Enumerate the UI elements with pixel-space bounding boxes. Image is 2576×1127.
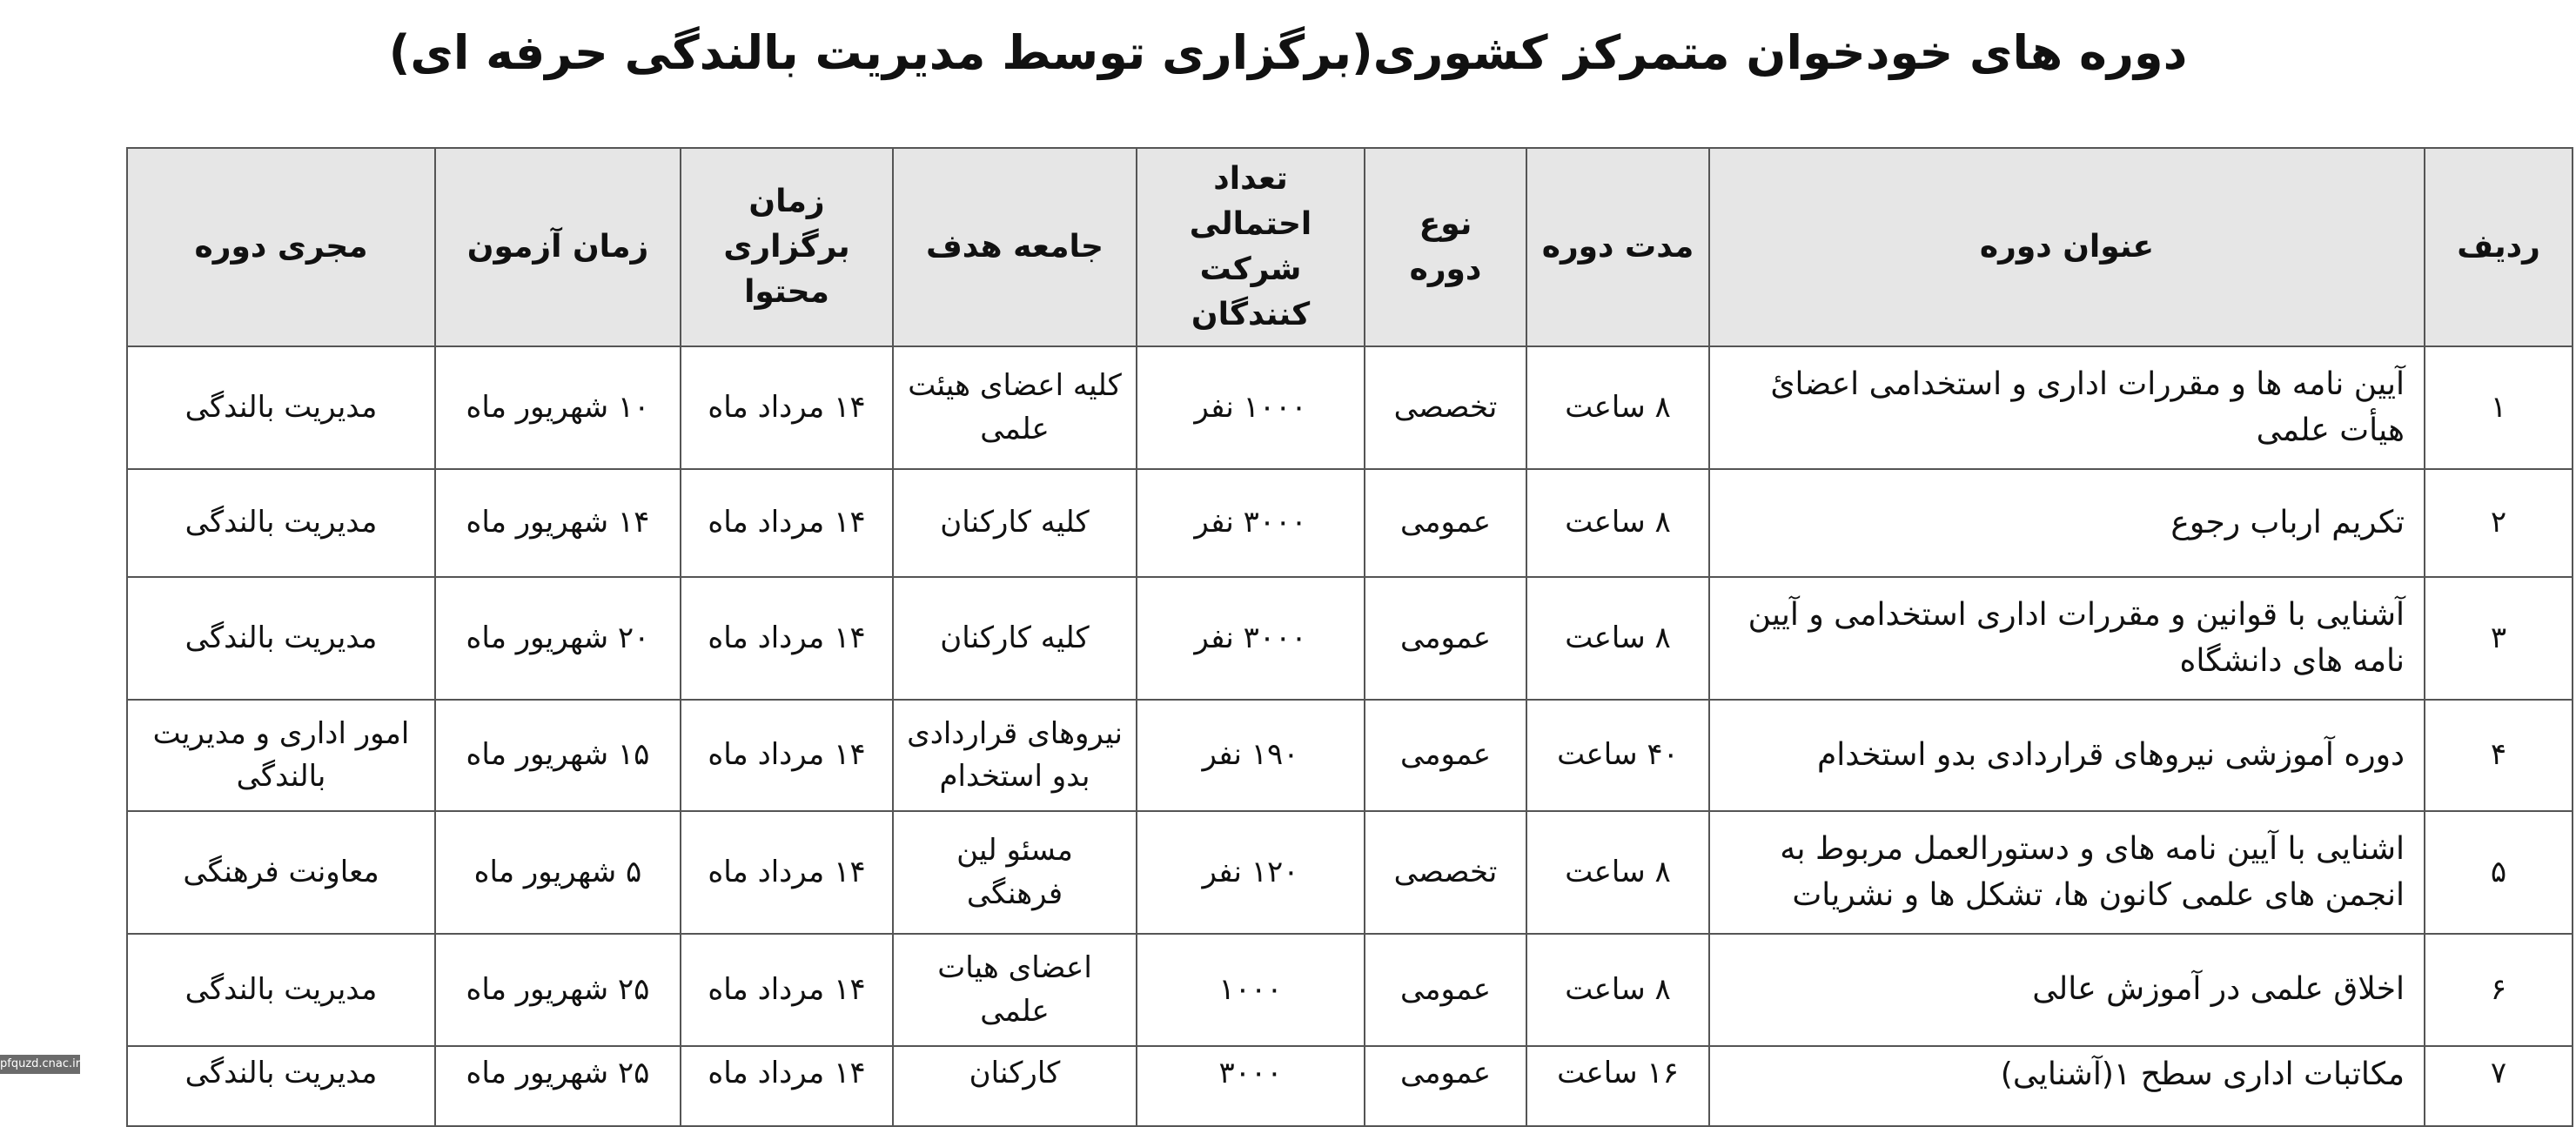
cell-duration: ۴۰ ساعت	[1526, 700, 1709, 811]
cell-no: ۵	[2425, 811, 2573, 934]
cell-target: کلیه کارکنان	[893, 577, 1137, 700]
header-row	[127, 148, 2573, 346]
cell-type: عمومی	[1365, 700, 1526, 811]
cell-content-time: ۱۴ مرداد ماه	[681, 577, 893, 700]
cell-organizer: امور اداری و مدیریت بالندگی	[127, 700, 435, 811]
table-row	[127, 700, 2573, 811]
cell-participants: ۱۲۰ نفر	[1137, 811, 1365, 934]
cell-organizer: معاونت فرهنگی	[127, 811, 435, 934]
header-content-time: زمان برگزاری محتوا	[681, 148, 893, 346]
cell-target: کارکنان	[893, 1046, 1137, 1126]
cell-no: ۲	[2425, 469, 2573, 577]
cell-content-time: ۱۴ مرداد ماه	[681, 1046, 893, 1126]
header-organizer: مجری دوره	[127, 148, 435, 346]
cell-type: تخصصی	[1365, 346, 1526, 469]
cell-exam-time: ۲۵ شهریور ماه	[435, 1046, 681, 1126]
cell-organizer: مدیریت بالندگی	[127, 469, 435, 577]
cell-course: اخلاق علمی در آموزش عالی	[1709, 934, 2425, 1046]
header-target: جامعه هدف	[893, 148, 1137, 346]
cell-organizer: مدیریت بالندگی	[127, 1046, 435, 1126]
cell-participants: ۳۰۰۰ نفر	[1137, 577, 1365, 700]
table-row	[127, 469, 2573, 577]
cell-exam-time: ۲۵ شهریور ماه	[435, 934, 681, 1046]
cell-participants: ۱۰۰۰ نفر	[1137, 346, 1365, 469]
table-row	[127, 346, 2573, 469]
table-row	[127, 1046, 2573, 1126]
cell-type: عمومی	[1365, 577, 1526, 700]
cell-course: آشنایی با قوانین و مقررات اداری استخدامی و آیین نامه های دانشگاه	[1709, 577, 2425, 700]
cell-type: عمومی	[1365, 469, 1526, 577]
cell-no: ۴	[2425, 700, 2573, 811]
cell-target: کلیه کارکنان	[893, 469, 1137, 577]
cell-target: مسئو لین فرهنگی	[893, 811, 1137, 934]
cell-no: ۶	[2425, 934, 2573, 1046]
cell-course: مکاتبات اداری سطح ۱(آشنایی)	[1709, 1046, 2425, 1126]
cell-participants: ۳۰۰۰ نفر	[1137, 469, 1365, 577]
cell-organizer: مدیریت بالندگی	[127, 934, 435, 1046]
cell-exam-time: ۱۴ شهریور ماه	[435, 469, 681, 577]
cell-participants: ۱۰۰۰	[1137, 934, 1365, 1046]
courses-table	[126, 147, 2573, 1127]
cell-no: ۷	[2425, 1046, 2573, 1126]
cell-no: ۱	[2425, 346, 2573, 469]
page-title: دوره های خودخوان متمرکز کشوری(برگزاری توسط مدیریت بالندگی حرفه ای)	[388, 24, 2188, 80]
table-row	[127, 811, 2573, 934]
table-row	[127, 577, 2573, 700]
cell-duration: ۱۶ ساعت	[1526, 1046, 1709, 1126]
cell-target: کلیه اعضای هیئت علمی	[893, 346, 1137, 469]
header-row-no: ردیف	[2425, 148, 2573, 346]
cell-participants: ۱۹۰ نفر	[1137, 700, 1365, 811]
cell-content-time: ۱۴ مرداد ماه	[681, 934, 893, 1046]
cell-duration: ۸ ساعت	[1526, 934, 1709, 1046]
cell-course: دوره آموزشی نیروهای قراردادی بدو استخدام	[1709, 700, 2425, 811]
cell-content-time: ۱۴ مرداد ماه	[681, 469, 893, 577]
cell-type: عمومی	[1365, 1046, 1526, 1126]
header-participants: تعداد احتمالی شرکت کنندگان	[1137, 148, 1365, 346]
cell-participants: ۳۰۰۰	[1137, 1046, 1365, 1126]
cell-target: اعضای هیات علمی	[893, 934, 1137, 1046]
cell-duration: ۸ ساعت	[1526, 577, 1709, 700]
cell-exam-time: ۲۰ شهریور ماه	[435, 577, 681, 700]
cell-content-time: ۱۴ مرداد ماه	[681, 811, 893, 934]
cell-course: آیین نامه ها و مقررات اداری و استخدامی اعضائ هیأت علمی	[1709, 346, 2425, 469]
header-course-title: عنوان دوره	[1709, 148, 2425, 346]
cell-duration: ۸ ساعت	[1526, 469, 1709, 577]
cell-target: نیروهای قراردادی بدو استخدام	[893, 700, 1137, 811]
table-row	[127, 934, 2573, 1046]
cell-type: تخصصی	[1365, 811, 1526, 934]
cell-course: تکریم ارباب رجوع	[1709, 469, 2425, 577]
cell-exam-time: ۵ شهریور ماه	[435, 811, 681, 934]
cell-duration: ۸ ساعت	[1526, 811, 1709, 934]
cell-no: ۳	[2425, 577, 2573, 700]
cell-organizer: مدیریت بالندگی	[127, 346, 435, 469]
header-course-type: نوع دوره	[1365, 148, 1526, 346]
cell-organizer: مدیریت بالندگی	[127, 577, 435, 700]
cell-exam-time: ۱۵ شهریور ماه	[435, 700, 681, 811]
cell-course: اشنایی با آیین نامه های و دستورالعمل مربوط به انجمن های علمی کانون ها، تشکل ها و نشریات	[1709, 811, 2425, 934]
cell-content-time: ۱۴ مرداد ماه	[681, 346, 893, 469]
header-exam-time: زمان آزمون	[435, 148, 681, 346]
cell-duration: ۸ ساعت	[1526, 346, 1709, 469]
cell-exam-time: ۱۰ شهریور ماه	[435, 346, 681, 469]
cell-type: عمومی	[1365, 934, 1526, 1046]
header-duration: مدت دوره	[1526, 148, 1709, 346]
cell-content-time: ۱۴ مرداد ماه	[681, 700, 893, 811]
watermark-logo: pfquzd.cnac.ir	[0, 1055, 80, 1074]
